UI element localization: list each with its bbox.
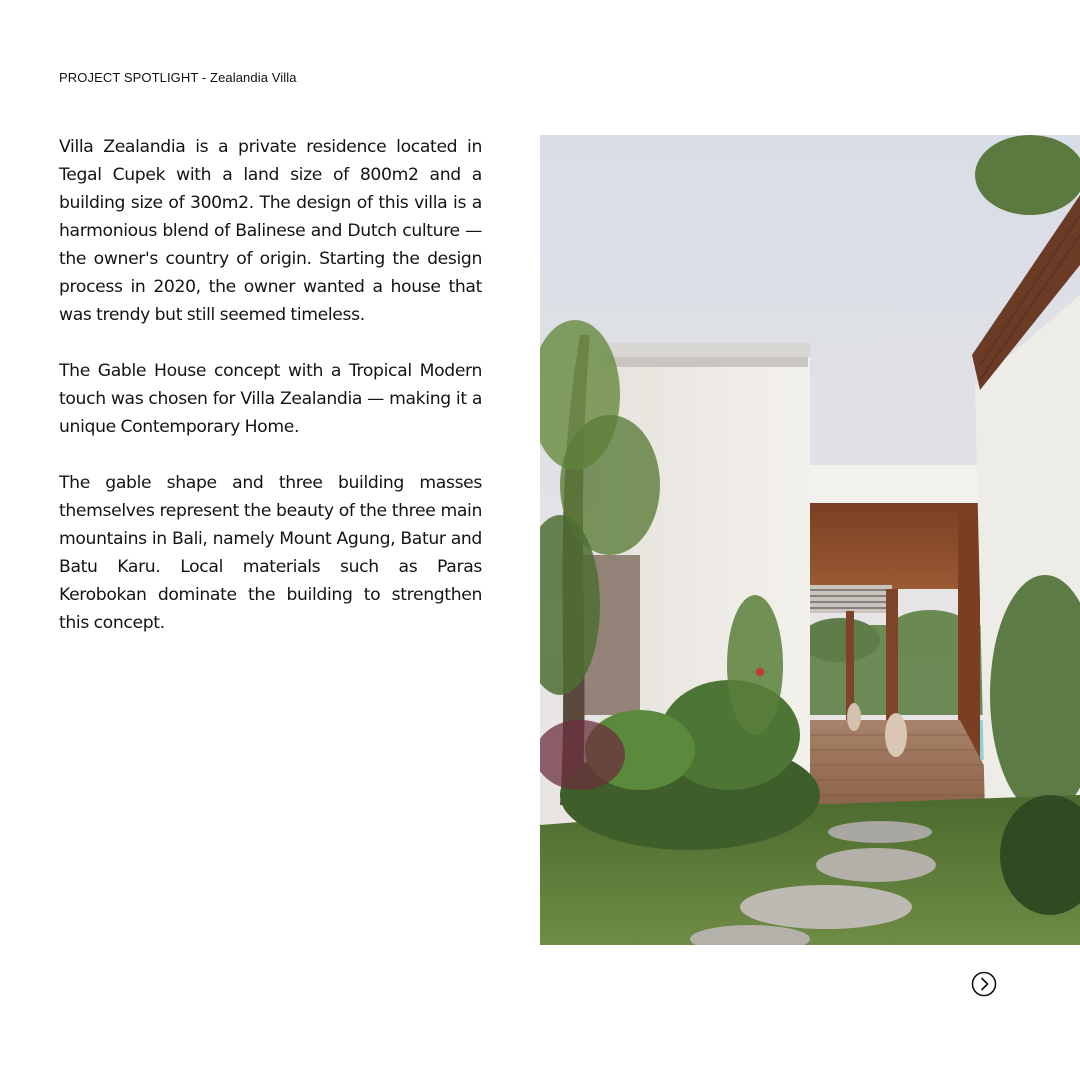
chevron-right-circle-icon xyxy=(971,971,997,997)
paragraph-concept: The Gable House concept with a Tropical Modern touch was chosen for Villa Zealandia — making it a unique Contemporary Home. xyxy=(59,361,482,437)
next-slide-button[interactable] xyxy=(971,971,997,997)
paragraph-intro: Villa Zealandia is a private residence located in Tegal Cupek with a land size of 800m2 and a building size of 300m2. The design of this villa is a harmonious blend of Balinese and Dutch culture — the owner's country of origin. Starting the design process in 2020, the owner wanted a house that was trendy but still seemed timeless. xyxy=(59,137,482,325)
villa-photo xyxy=(540,135,1080,945)
page-title: PROJECT SPOTLIGHT - Zealandia Villa xyxy=(59,70,297,85)
paragraph-mountains: The gable shape and three building masses themselves represent the beauty of the three main mountains in Bali, namely Mount Agung, Batur and Batu Karu. Local materials such as Paras Kerobokan dominate the building to strengthen this concept. xyxy=(59,473,482,633)
article-body xyxy=(59,133,482,665)
